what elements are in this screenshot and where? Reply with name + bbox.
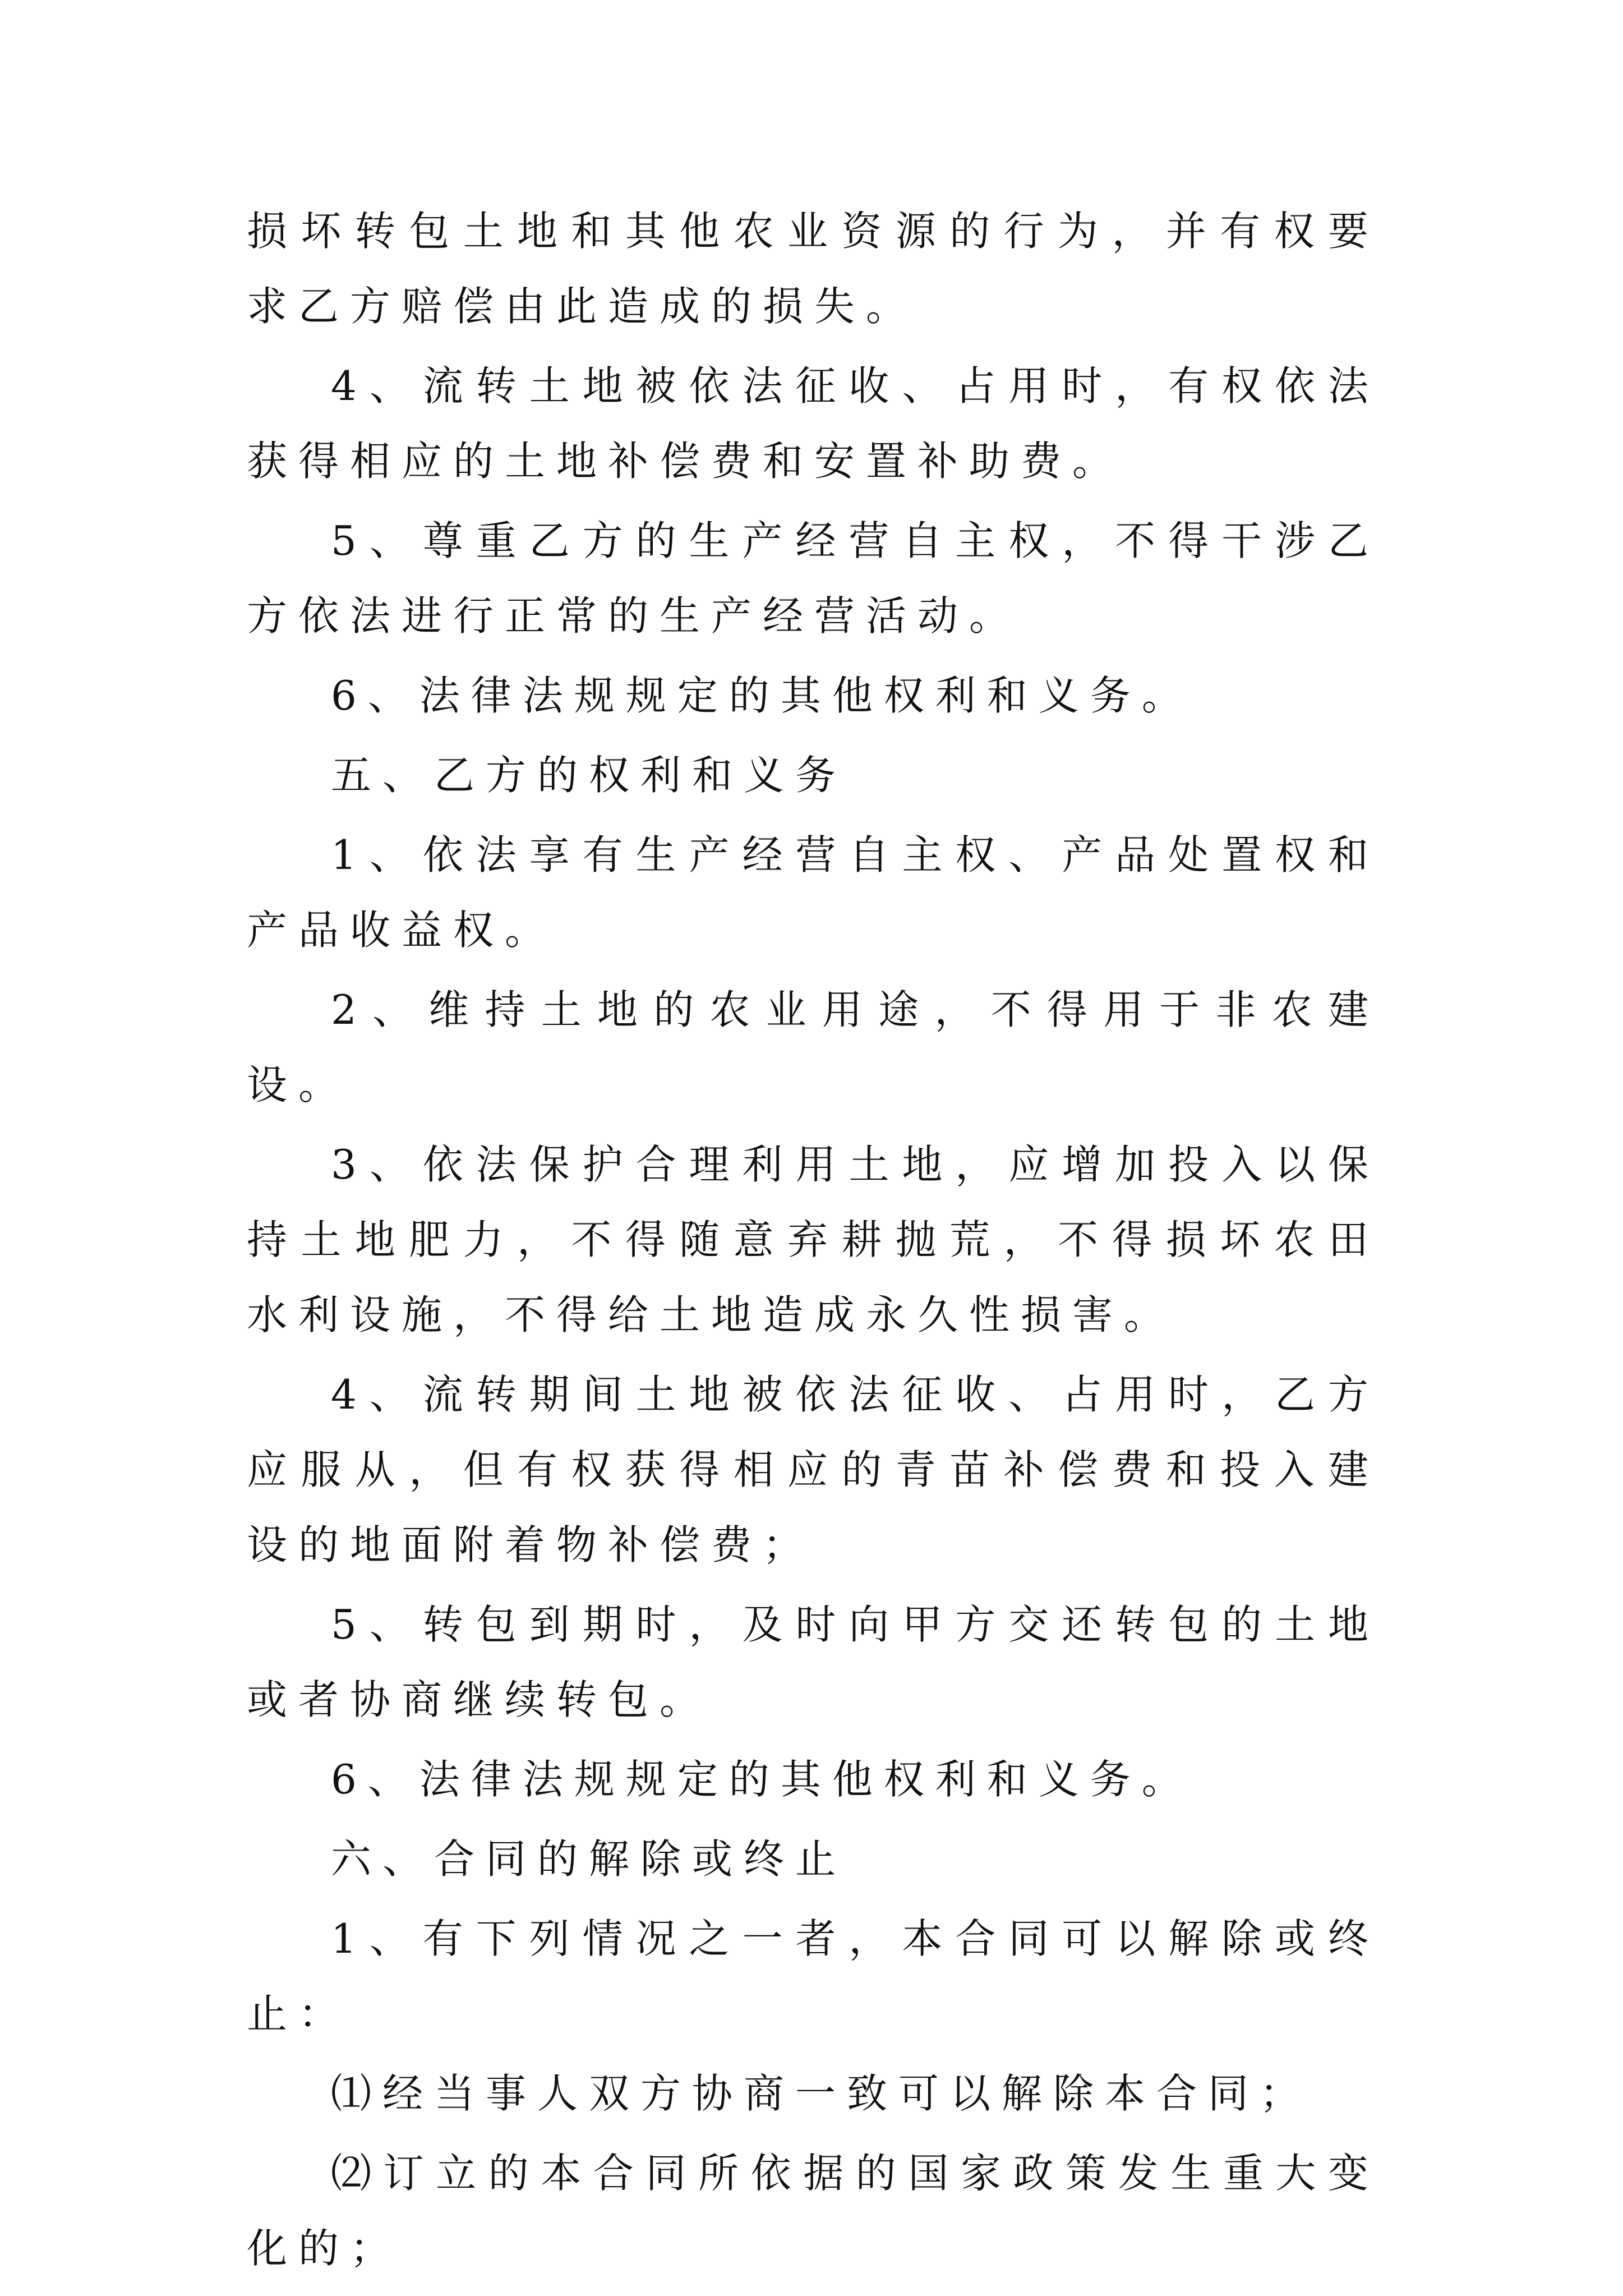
section-heading-5: 五、乙方的权利和义务 [331,752,847,799]
paragraph-3: 5、尊重乙方的生产经营自主权，不得干涉乙方依法进行正常的生产经营活动。 [247,517,1380,639]
paragraph-11: 6、法律法规规定的其他权利和义务。 [331,1756,1193,1803]
paragraph-13: 1、有下列情况之一者，本合同可以解除或终止： [247,1915,1380,2037]
paragraph-9: 4、流转期间土地被依法征收、占用时，乙方应服从，但有权获得相应的青苗补偿费和投入建设的地面附着物补偿费； [247,1371,1380,1568]
document-page [247,194,1380,2290]
paragraph-6: 1、依法享有生产经营自主权、产品处置权和产品收益权。 [247,831,1380,954]
paragraph-15: ⑵订立的本合同所依据的国家政策发生重大变化的； [247,2150,1380,2272]
paragraph-10: 5、转包到期时，及时向甲方交还转包的土地或者协商继续转包。 [247,1601,1380,1723]
paragraph-14: ⑴经当事人双方协商一致可以解除本合同； [331,2070,1312,2117]
paragraph-7: 2、维持土地的农业用途，不得用于非农建设。 [247,986,1380,1108]
section-heading-6: 六、合同的解除或终止 [331,1835,847,1883]
paragraph-2: 4、流转土地被依法征收、占用时，有权依法获得相应的土地补偿费和安置补助费。 [247,362,1380,485]
paragraph-4: 6、法律法规规定的其他权利和义务。 [331,672,1193,719]
paragraph-1: 损坏转包土地和其他农业资源的行为，并有权要求乙方赔偿由此造成的损失。 [247,208,1380,330]
paragraph-8: 3、依法保护合理利用土地，应增加投入以保持土地肥力，不得随意弃耕抛荒，不得损坏农田水利设施，不得给土地造成永久性损害。 [247,1141,1380,1338]
